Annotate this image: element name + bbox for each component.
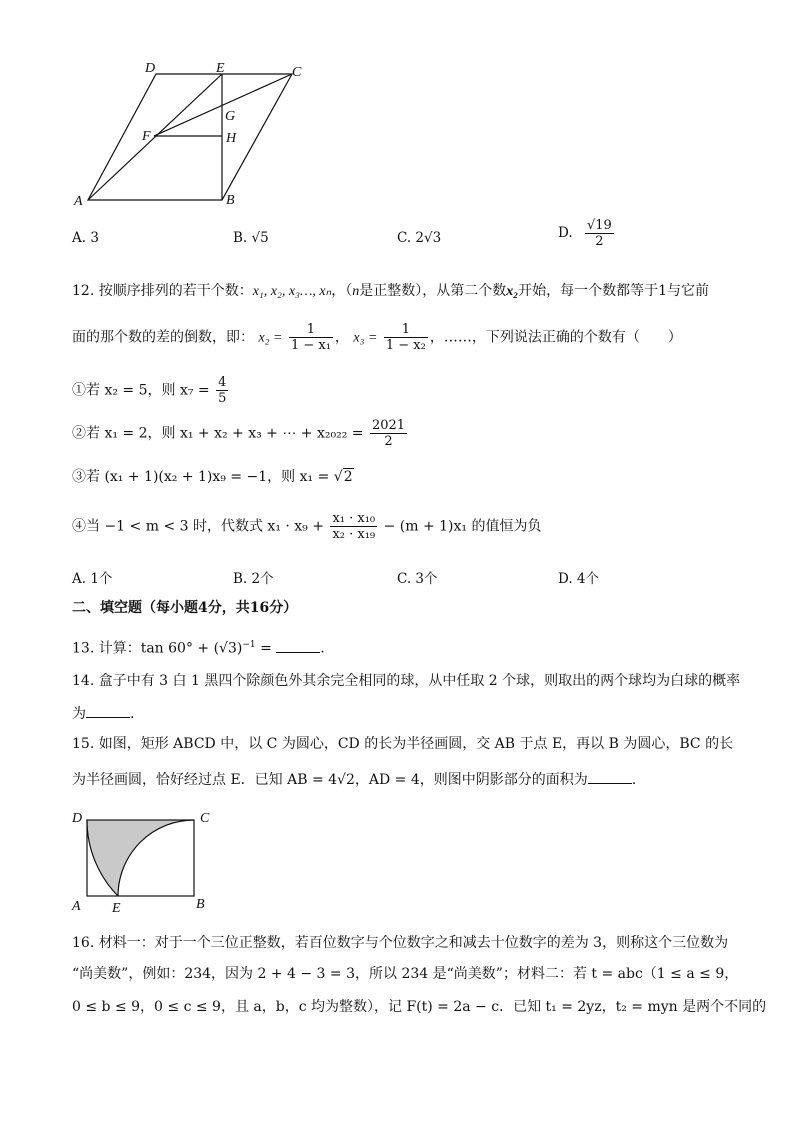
label-d: D: [72, 811, 83, 826]
q12-option-d: D. 4个: [558, 571, 600, 587]
q12-line1: [72, 281, 709, 302]
q12-statement-4-text: ④当 −1 < m < 3 时，代数式 x₁ · x₉ +: [72, 518, 324, 535]
section-title: 二、填空题（每小题4分，共16分）: [72, 600, 298, 616]
label-f: F: [142, 129, 151, 144]
label-a: A: [74, 194, 83, 209]
q14-line2-a: 为: [72, 706, 86, 722]
parallelogram-outline: [88, 74, 292, 200]
q16-line2: “尚美数”，例如：234，因为 2 + 4 − 3 = 3，所以 234 是“尚美数”；材料二：若 t = abc（1 ≤ a ≤ 9，: [72, 966, 739, 982]
label-d: D: [145, 61, 156, 76]
q12-n: n: [352, 284, 360, 299]
q11-option-d-prefix: D.: [558, 225, 573, 241]
q12-option-a: A. 1个: [72, 571, 113, 587]
q12-x2: x₂: [506, 284, 519, 299]
label-g: G: [225, 109, 236, 124]
q13-period: .: [320, 640, 325, 657]
q12-line2: 面的那个数的差的倒数，即： x₂ = $\frac{1}{\text{1 − x₁}}$ ， x₃ = $\frac{1}{\text{1 − x₂}}$ ，……，下列说法正确的个数有（ ）: [72, 322, 682, 353]
label-c: C: [200, 811, 210, 826]
q12-option-b: B. 2个: [233, 571, 274, 587]
q12-line1-d: 开始，每一个数都等于1与它前: [518, 283, 710, 299]
q12-statement-1: [72, 375, 230, 406]
q12-statement-4-tail: − (m + 1)x₁ 的值恒为负: [383, 518, 542, 535]
q13: [72, 635, 325, 659]
q12-statement-3: ③若 (x₁ + 1)(x₂ + 1)x₉ = −1，则 x₁ = √2: [72, 469, 353, 485]
q14-period: .: [130, 706, 135, 722]
label-b: B: [196, 897, 205, 912]
q12-line1-a: 12. 按顺序排列的若干个数：: [72, 283, 253, 299]
q11-option-c: C. 2√3: [397, 230, 442, 246]
q13-exponent: −1: [242, 640, 256, 650]
q14-line2: [72, 703, 134, 724]
q12-statement-2: [72, 418, 409, 449]
q11-option-d-den: 2: [595, 234, 604, 249]
q12-x2-def: x₂ =: [258, 330, 283, 346]
q15-line2-a: 为半径画圆，恰好经过点 E．已知 AB = 4√2，AD = 4，则图中阴影部分的面积为: [72, 772, 588, 788]
q12-statement-3-sqrt: 2: [343, 469, 353, 485]
q13-answer-blank[interactable]: [276, 638, 320, 653]
segment-fc: [154, 74, 292, 136]
label-h: H: [226, 131, 237, 146]
q12-frac2-den: 1 − x₂: [385, 338, 426, 353]
q12-statement-2-den: 2: [384, 434, 393, 449]
q15-line1: 15. 如图，矩形 ABCD 中，以 C 为圆心，CD 的长为半径画圆，交 AB 于点 E，再以 B 为圆心，BC 的长: [72, 736, 734, 752]
q12-statement-4-den: x₂ · x₁₉: [332, 527, 376, 542]
parallelogram-figure: [70, 58, 320, 210]
q12-option-c: C. 3个: [397, 571, 438, 587]
q13-text: 13. 计算：tan 60° + (√3): [72, 640, 243, 657]
q12-frac2-num: 1: [384, 322, 428, 338]
q12-statement-4-num: x₁ · x₁₀: [332, 511, 376, 526]
rectangle-figure: [68, 806, 218, 916]
q14-answer-blank[interactable]: [86, 703, 130, 718]
q12-statement-4: [72, 511, 541, 542]
label-e: E: [216, 61, 225, 76]
q11-option-b: B. √5: [233, 230, 269, 246]
q12-x3-def: x₃ =: [353, 330, 378, 346]
q12-sequence: x₁, x₂, x₃…, xₙ: [252, 284, 332, 299]
q12-line1-b: ，（: [331, 283, 353, 299]
q12-statement-1-den: 5: [218, 391, 227, 406]
q12-statement-2-num: 2021: [371, 418, 406, 433]
q12-line2-a: 面的那个数的差的倒数，即：: [72, 329, 254, 346]
q12-line1-c: 是正整数），从第二个数: [359, 283, 507, 299]
q12-statement-1-num: 4: [218, 375, 227, 390]
label-b: B: [226, 193, 235, 208]
q16-line1: 16. 材料一：对于一个三位正整数，若百位数字与个位数字之和减去十位数字的差为 3，则称这个三位数为: [72, 935, 729, 951]
q11-option-d: [558, 218, 616, 249]
label-c: C: [292, 65, 302, 80]
q15-period: .: [631, 772, 637, 788]
segment-ae: [88, 74, 222, 200]
q14-line1: 14. 盒子中有 3 白 1 黑四个除颜色外其余完全相同的球，从中任取 2 个球，则取出的两个球均为白球的概率: [72, 673, 741, 689]
q12-line2-b: ，……，下列说法正确的个数有（ ）: [429, 329, 682, 346]
q13-equals: =: [255, 640, 277, 657]
q15-line2: [72, 769, 636, 790]
label-e: E: [112, 901, 121, 916]
q12-statement-3-text: ③若 (x₁ + 1)(x₂ + 1)x₉ = −1，则 x₁ =: [72, 469, 334, 485]
q11-option-d-num: √19: [586, 218, 612, 233]
q16-line3: 0 ≤ b ≤ 9，0 ≤ c ≤ 9，且 a，b，c 均为整数），记 F(t) = 2a − c．已知 t₁ = 2yz，t₂ = myn 是两个不同的: [72, 999, 767, 1015]
q12-frac1-den: 1 − x₁: [290, 338, 331, 353]
q12-frac1-num: 1: [289, 322, 333, 338]
q12-statement-1-text: ①若 x₂ = 5，则 x₇ =: [72, 382, 210, 399]
q12-statement-2-text: ②若 x₁ = 2，则 x₁ + x₂ + x₃ + ⋯ + x₂₀₂₂ =: [72, 425, 364, 442]
label-a: A: [72, 899, 81, 914]
q11-option-a: A. 3: [72, 230, 99, 246]
shaded-region: [87, 820, 194, 896]
q15-answer-blank[interactable]: [588, 769, 632, 784]
